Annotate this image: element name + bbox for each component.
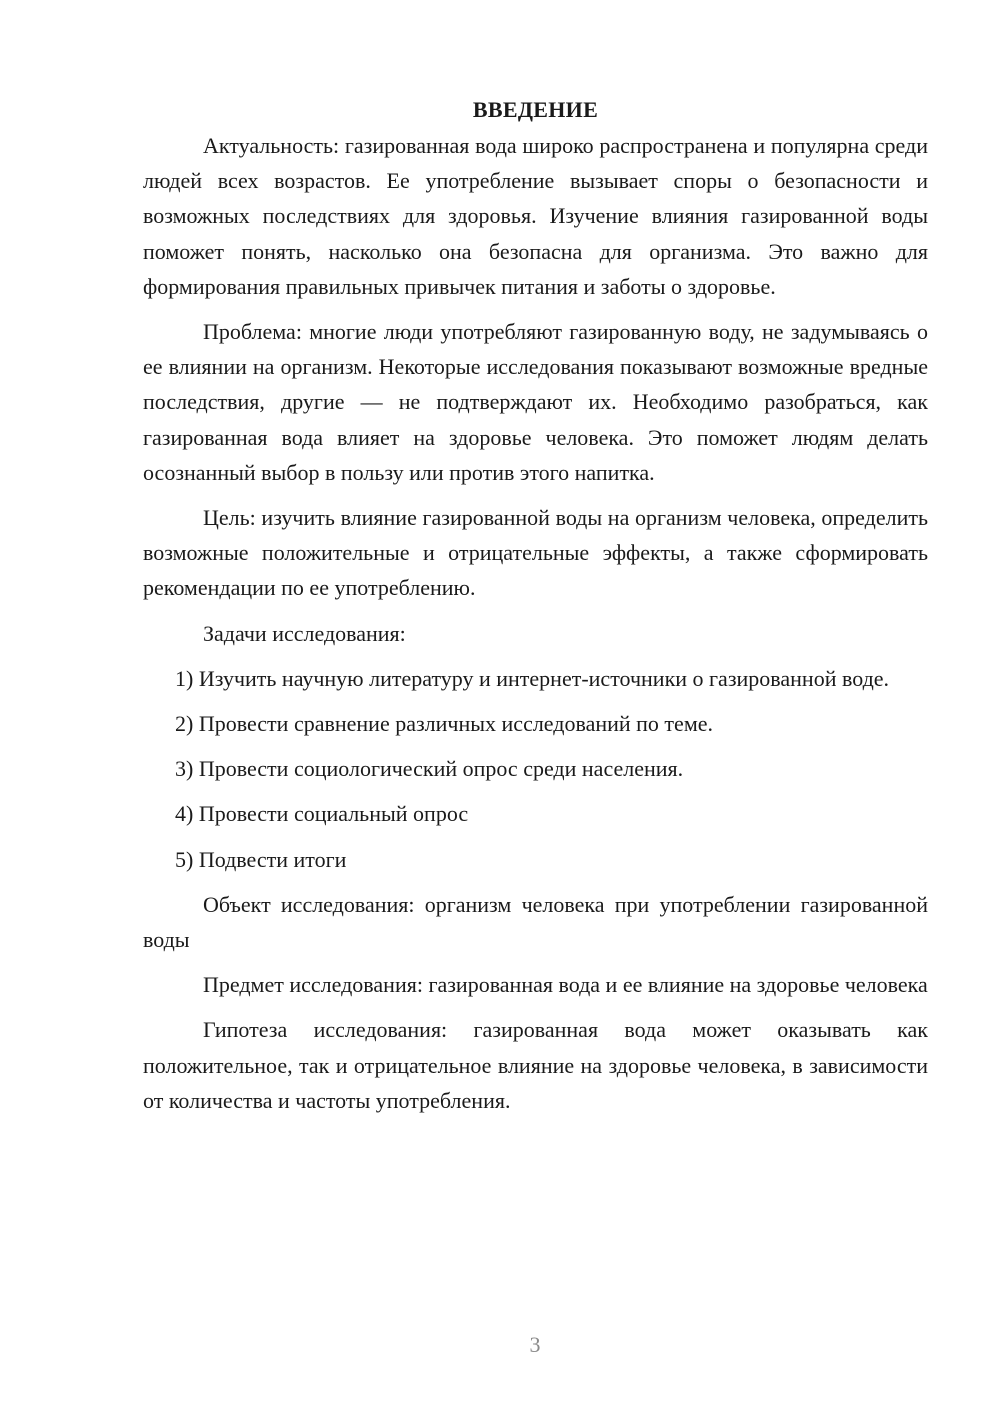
task-item-4: 4) Провести социальный опрос [175,801,469,827]
page-title: ВВЕДЕНИЕ [472,97,599,122]
task-item-5: 5) Подвести итоги [175,846,347,872]
paragraph-object: Объект исследования: организм человека при употреблении газированной воды [143,891,928,953]
task-item-1: 1) Изучить научную литературу и интернет-источники о газированной воде. [175,665,890,691]
paragraph-relevance: Актуальность: газированная вода широко распространена и популярна среди людей всех возрастов. Ее употребление вызывает споры о безопасности и возможных последствиях для здоровья. Изучение влияния газированной воды поможет понять, насколько она безопасна для организма. Это важно для формирования правильных привычек питания и заботы о здоровье. [143,133,928,299]
paragraph-problem: Проблема: многие люди употребляют газированную воду, не задумываясь о ее влиянии на организм. Некоторые исследования показывают возможные вредные последствия, другие — не подтверждают их. Необходимо разобраться, как газированная вода влияет на здоровье человека. Это поможет людям делать осознанный выбор в пользу или против этого напитка. [143,319,928,485]
paragraph-subject: Предмет исследования: газированная вода и ее влияние на здоровье человека [203,972,928,998]
document-page [143,92,928,1128]
task-item-3: 3) Провести социологический опрос среди населения. [175,756,684,782]
paragraph-hypothesis: Гипотеза исследования: газированная вода может оказывать как положительное, так и отрицательное влияние на здоровье человека, в зависимости от количества и частоты употребления. [143,1017,928,1113]
paragraph-goal: Цель: изучить влияние газированной воды на организм человека, определить возможные положительные и отрицательные эффекты, а также сформировать рекомендации по ее употреблению. [143,505,928,601]
task-item-2: 2) Провести сравнение различных исследований по теме. [175,711,714,737]
page-number: 3 [529,1332,541,1357]
tasks-heading: Задачи исследования: [203,620,406,646]
